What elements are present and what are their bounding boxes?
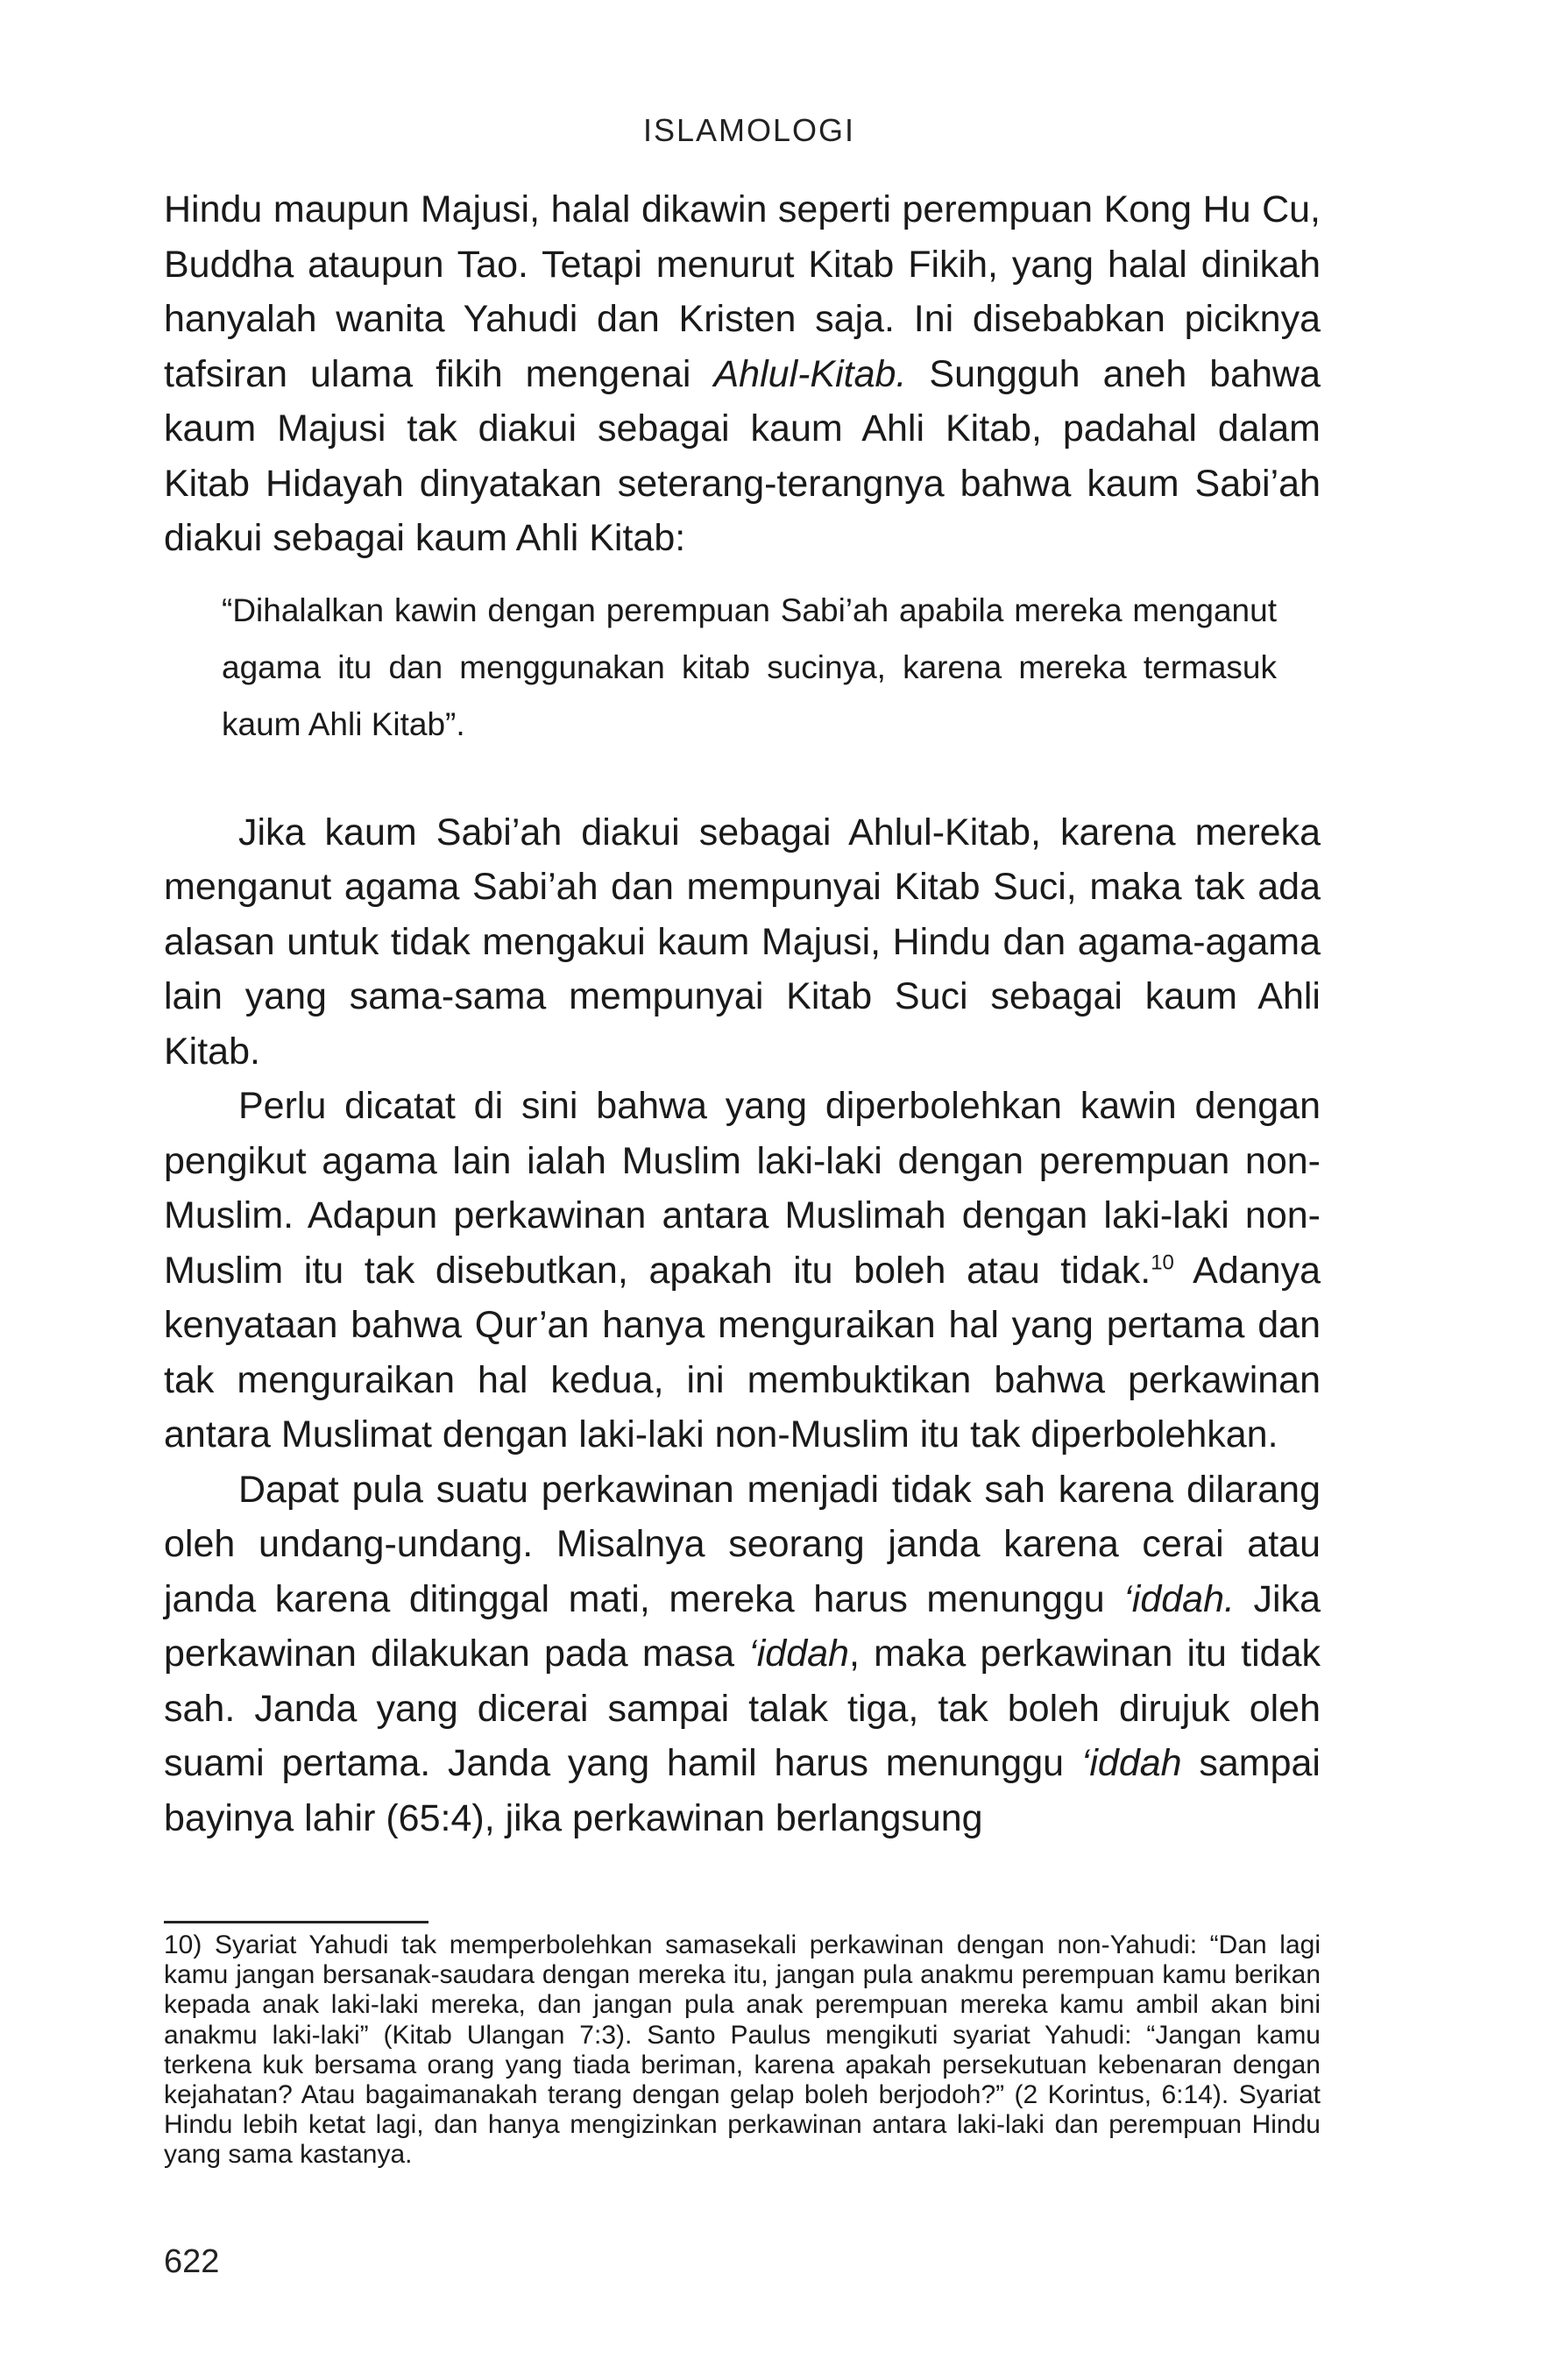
footnote-rule xyxy=(164,1921,428,1923)
block-quote xyxy=(222,582,1277,753)
term-ahlul-kitab: Ahlul-Kitab. xyxy=(713,352,907,395)
paragraph-1-text: Hindu maupun Majusi, halal dikawin seperti perempuan Kong Hu Cu, Buddha ataupun Tao. Tetapi menurut Kitab Fikih, yang halal dinikah hanyalah wanita Yahudi dan Kristen saja. Ini disebabkan piciknya tafsiran ulama fikih mengenai xyxy=(164,188,1321,395)
paragraph-3-text-continued: Adanya kenyataan bahwa Qur’an hanya menguraikan hal yang pertama dan tak menguraikan hal kedua, ini membuktikan bahwa perkawinan antara Muslimat dengan laki-laki non-Muslim itu tak diperbolehkan. xyxy=(164,1249,1321,1456)
running-head: ISLAMOLOGI xyxy=(642,112,856,148)
paragraph-4-text-c: , maka perkawinan itu tidak sah. Janda yang dicerai sampai talak tiga, tak boleh dirujuk oleh suami pertama. Janda yang hamil harus menunggu xyxy=(164,1633,1321,1784)
term-iddah: ‘iddah xyxy=(748,1633,849,1675)
term-iddah: ‘iddah. xyxy=(1123,1577,1235,1620)
footnote xyxy=(164,1930,1321,2171)
paragraph-3 xyxy=(164,1079,1321,1463)
paragraph-4-text-a: Dapat pula suatu perkawinan menjadi tidak sah karena dilarang oleh undang-undang. Misalnya seorang janda karena cerai atau janda karena ditinggal mati, mereka harus menunggu xyxy=(164,1468,1321,1620)
footnote-text: 10) Syariat Yahudi tak memperbolehkan samasekali perkawinan dengan non-Yahudi: “Dan lagi kamu jangan bersanak-saudara dengan mereka itu, jangan pula anakmu perempuan kamu berikan kepada anak laki-laki mereka, dan jangan pula anak perempuan mereka kamu ambil akan bini anakmu laki-laki” (Kitab Ulangan 7:3). Santo Paulus mengikuti syariat Yahudi: “Jangan kamu terkena kuk bersama orang yang tiada beriman, karena apakah persekutuan kebenaran dengan kejahatan? Atau bagaimanakah terang dengan gelap boleh berjodoh?” (2 Korintus, 6:14). Syariat Hindu lebih ketat lagi, dan hanya mengizinkan perkawinan antara laki-laki dan perempuan Hindu yang sama kastanya. xyxy=(164,1930,1321,2170)
paragraph-3-text: Perlu dicatat di sini bahwa yang diperbolehkan kawin dengan pengikut agama lain ialah Muslim laki-laki dengan perempuan non-Muslim. Adapun perkawinan antara Muslimah dengan laki-laki non-Muslim itu tak disebutkan, apakah itu boleh atau tidak. xyxy=(164,1085,1321,1292)
paragraph-1 xyxy=(164,182,1321,566)
page-number: 622 xyxy=(164,2243,220,2280)
paragraph-4 xyxy=(164,1463,1321,1846)
term-iddah: ‘iddah xyxy=(1080,1742,1182,1784)
paragraph-1-text-continued: Sungguh aneh bahwa kaum Majusi tak diakui sebagai kaum Ahli Kitab, padahal dalam Kitab Hidayah dinyatakan seterang-terangnya bahwa kaum Sabi’ah diakui sebagai kaum Ahli Kitab: xyxy=(164,352,1321,559)
paragraph-2: Jika kaum Sabi’ah diakui sebagai Ahlul-Kitab, karena mereka menganut agama Sabi’ah dan mempunyai Kitab Suci, maka tak ada alasan untuk tidak mengakui kaum Majusi, Hindu dan agama-agama lain yang sama-sama mempunyai Kitab Suci sebagai kaum Ahli Kitab. xyxy=(164,811,1321,1073)
paragraph-4-text-b: Jika perkawinan dilakukan pada masa xyxy=(164,1577,1321,1675)
body-text xyxy=(164,182,1321,1845)
footnote-reference: 10 xyxy=(1151,1250,1174,1275)
block-quote-text: “Dihalalkan kawin dengan perempuan Sabi’ah apabila mereka menganut agama itu dan menggunakan kitab sucinya, karena mereka termasuk kaum Ahli Kitab”. xyxy=(222,591,1277,742)
paragraph-4-text-d: sampai bayinya lahir (65:4), jika perkawinan berlangsung xyxy=(164,1742,1321,1839)
